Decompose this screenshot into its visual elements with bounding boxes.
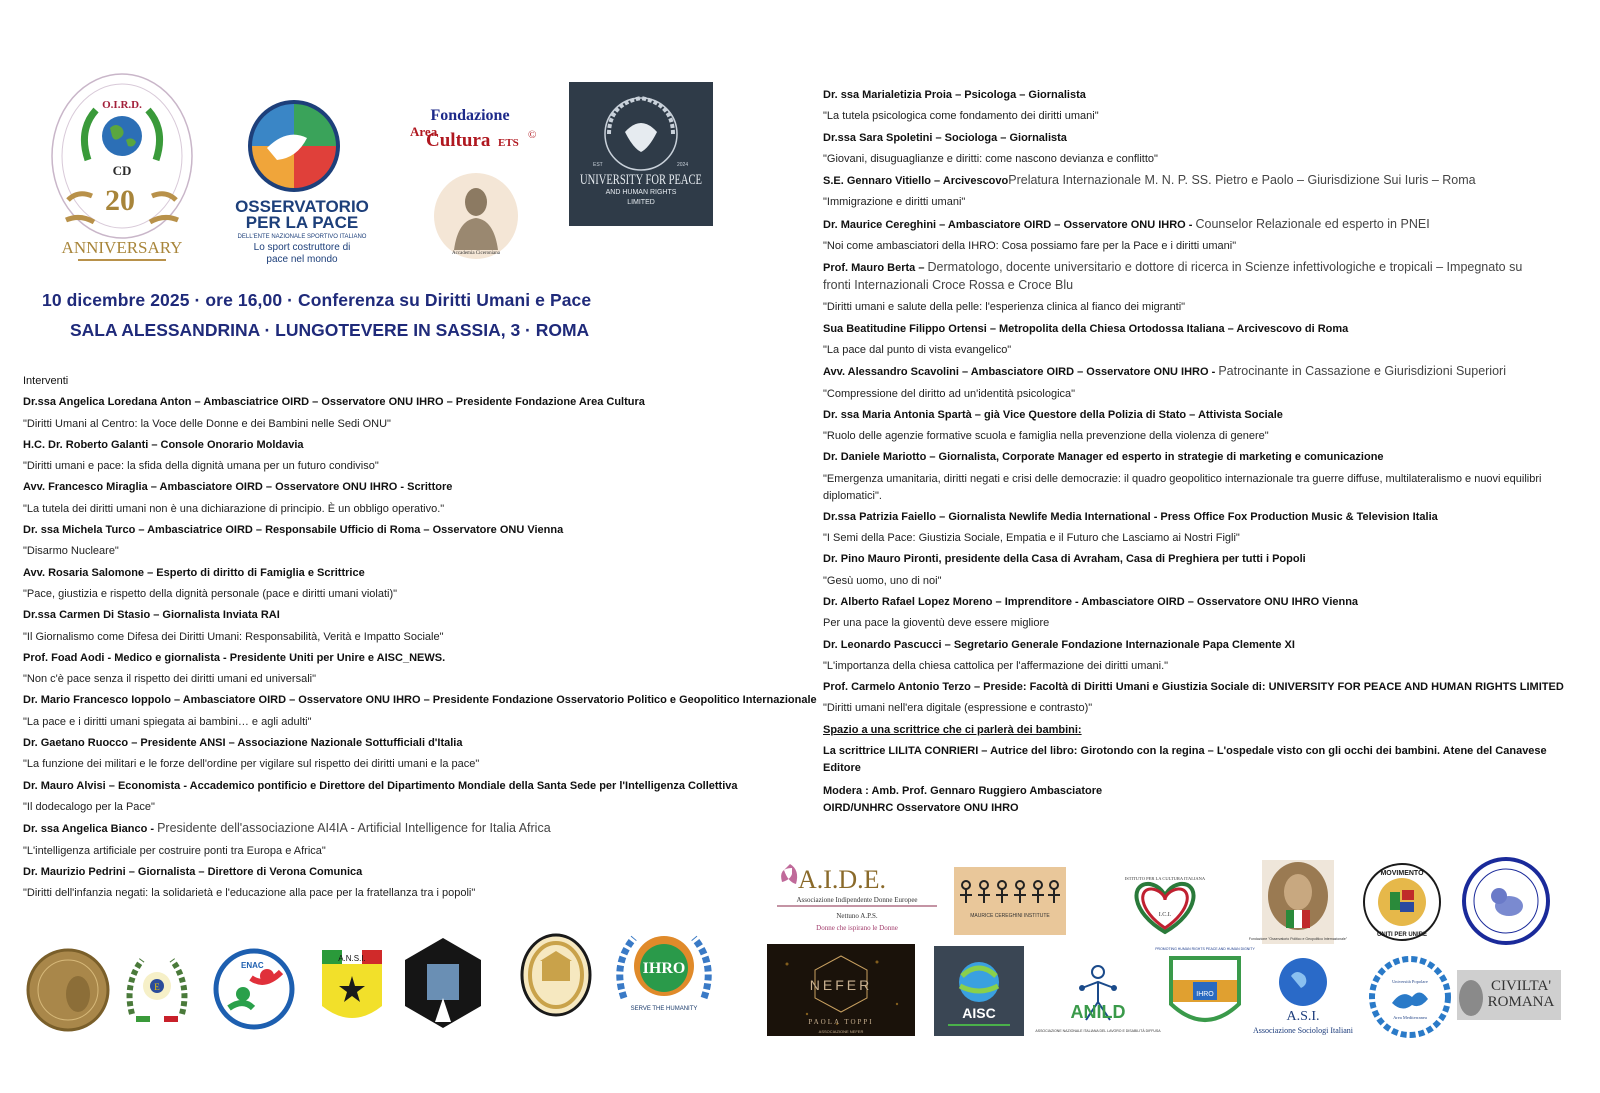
centro-studi-parlamentari-logo — [405, 938, 481, 1028]
speaker-entry — [23, 818, 803, 862]
oird-center-text: CD — [112, 163, 132, 178]
obs-line3: DELL'ENTE NAZIONALE SPORTIVO ITALIANO — [237, 234, 367, 240]
speaker-name — [23, 477, 803, 498]
speaker-entry — [823, 257, 1583, 318]
speaker-entry — [823, 677, 1583, 720]
speaker-entry — [23, 520, 803, 563]
speaker-entry — [823, 549, 1583, 592]
nefer-sub: ASSOCIAZIONE NEFER — [818, 1029, 864, 1034]
speaker-talk-title: "La pace dal punto di vista evangelico" — [823, 343, 1012, 356]
speaker-name — [823, 549, 1583, 570]
speaker-title: Dr. ssa Marialetizia Proia – Psicologa – Giornalista — [823, 89, 1086, 101]
univ-line2: AND HUMAN RIGHTS — [605, 189, 677, 196]
speaker-title: Dr. Leonardo Pascucci – Segretario Generale Fondazione Internazionale Papa Clemente XI — [823, 638, 1295, 651]
enac-logo — [213, 948, 295, 1030]
ihro-text: IHRO — [642, 960, 686, 977]
asi-title: A.S.I. — [1286, 1009, 1320, 1024]
speaker-name — [23, 862, 803, 883]
speaker-name — [823, 214, 1583, 236]
univ-line1: UNIVERSITY FOR PEACE — [580, 172, 702, 188]
university-peace-logo — [569, 82, 713, 226]
speaker-talk-title: "Diritti Umani al Centro: la Voce delle Donne e dei Bambini nelle Sedi ONU" — [23, 417, 391, 430]
speaker-talk-title: "Il dodecalogo per la Pace" — [23, 800, 155, 813]
special-heading: Spazio a una scrittrice che ci parlerà dei bambini: — [823, 723, 1082, 736]
speaker-name — [23, 690, 817, 711]
speaker-talk-title: "Gesù uomo, uno di noi" — [823, 574, 942, 587]
speaker-title: Dr.ssa Patrizia Faiello – Giornalista Newlife Media International - Press Office Fox Production Music & Television Italia — [823, 510, 1438, 523]
univ-est: EST — [593, 162, 603, 168]
speaker-title: Dr.ssa Carmen Di Stasio – Giornalista Inviata RAI — [23, 609, 280, 622]
obs-line4: Lo sport costruttore di — [253, 242, 351, 253]
obs-line1: OSSERVATORIO — [235, 197, 369, 216]
cicero-caption: Accademia Ciceroniana — [452, 251, 500, 256]
speaker-role-detail: Dermatologo, docente universitario e dottore di ricerca in Scienze infettivologiche e tropicali – Impegnato su fronti Internazionali Croce Rossa e Croce Blu — [823, 260, 1523, 293]
speaker-entry — [23, 605, 803, 648]
speaker-talk-title: "Diritti umani e salute della pelle: l'esperienza clinica al fianco dei migranti" — [823, 301, 1186, 314]
univ-year: 2024 — [677, 162, 689, 168]
univ-line3: LIMITED — [627, 199, 655, 206]
aide-logo — [772, 860, 942, 940]
speaker-entry — [23, 776, 803, 819]
speaker-name — [823, 128, 1583, 149]
speaker-entry — [23, 862, 803, 905]
cereghini-institute-logo — [954, 867, 1066, 935]
speakers-left-column — [23, 371, 817, 904]
euro-wreath-logo — [122, 954, 192, 1026]
osservatorio-pace-logo — [222, 98, 382, 266]
speaker-role-detail: Counselor Relazionale ed esperto in PNEI — [1195, 216, 1430, 231]
speaker-name — [823, 635, 1583, 656]
unimed-bottom: Area Mediterranea — [1393, 1015, 1427, 1020]
speaker-talk-title: "Compressione del diritto ad un'identità psicologica" — [823, 387, 1076, 400]
area-line1: Fondazione — [430, 107, 510, 124]
icit-center: I.C.I. — [1158, 912, 1172, 918]
speaker-talk-title: "Emergenza umanitaria, diritti negati e crisi delle democrazie: il quadro geopolitico internazionale tra guerre diffuse, multilateralismo e nuovi equilibri diplomatici". — [823, 472, 1542, 502]
speaker-entry — [823, 85, 1583, 128]
speaker-entry — [823, 214, 1583, 258]
speaker-talk-title: Per una pace la gioventù deve essere migliore — [823, 617, 1050, 630]
speaker-title: Dr.ssa Angelica Loredana Anton – Ambasciatrice OIRD – Osservatore ONU IHRO – Presidente Fondazione Area Cultura — [23, 396, 645, 409]
cereghini-text: MAURICE CEREGHINI INSTITUTE — [970, 913, 1050, 919]
speaker-talk-title: "I Semi della Pace: Giustizia Sociale, Empatia e il Futuro che Lasciamo ai Nostri Figli" — [823, 532, 1240, 545]
speaker-talk-title: "Il Giornalismo come Difesa dei Diritti Umani: Responsabilità, Verità e Impatto Sociale" — [23, 630, 444, 643]
fondazione-area-cultura-logo — [398, 104, 546, 154]
speaker-title: Avv. Rosaria Salomone – Esperto di diritto di Famiglia e Scrittrice — [23, 566, 365, 579]
speaker-title: Prof. Foad Aodi - Medico e giornalista - Presidente Uniti per Unire e AISC_NEWS. — [23, 651, 446, 664]
ansi-logo — [322, 950, 382, 1030]
ihro-shield-logo — [1155, 944, 1255, 1036]
speaker-role-detail: Patrocinante in Cassazione e Giurisdizioni Superiori — [1218, 364, 1506, 379]
speaker-title: Dr. Gaetano Ruocco – Presidente ANSI – Associazione Nazionale Sottufficiali d'Italia — [23, 737, 463, 750]
movimento-uniti-logo — [1362, 862, 1442, 942]
asi-sub: Associazione Sociologi Italiani — [1253, 1026, 1353, 1035]
speaker-name — [823, 405, 1583, 426]
area-mark: © — [528, 129, 537, 141]
enac-text: ENAC — [241, 961, 264, 970]
civilta-romana-logo — [1457, 970, 1561, 1020]
special-text: La scrittrice LILITA CONRIERI – Autrice del libro: Girotondo con la regina – L'ospedale visto con gli occhi dei bambini. Atene del Canavese Editore — [823, 745, 1547, 775]
speaker-title: S.E. Gennaro Vitiello – Arcivescovo — [823, 175, 1009, 188]
speaker-role-detail: Prelatura Internazionale M. N. P. SS. Pietro e Paolo – Giurisdizione Sui Iuris – Roma — [1008, 173, 1476, 188]
ihro-shield-letters: IHRO — [1196, 991, 1214, 998]
speaker-talk-title: "Diritti dell'infanzia negati: la solidarietà e l'educazione alla pace per la fratellanza tra i popoli" — [23, 887, 476, 900]
speaker-name — [823, 85, 1583, 106]
nefer-logo — [767, 944, 915, 1036]
speaker-name — [823, 361, 1583, 383]
speaker-entry — [23, 392, 803, 435]
speaker-title: Dr. Maurice Cereghini – Ambasciatore OIRD – Osservatore ONU IHRO - — [823, 218, 1196, 231]
area-line2a: Area — [410, 124, 438, 139]
unimed-top: Università Popolare — [1392, 979, 1428, 984]
speaker-title: Prof. Mauro Berta – — [823, 262, 928, 275]
speaker-name — [23, 733, 803, 754]
oird-top-text: O.I.R.D. — [102, 99, 142, 111]
obs-line2: PER LA PACE — [245, 213, 359, 232]
speaker-talk-title: "Disarmo Nucleare" — [23, 545, 119, 558]
speaker-talk-title: "Diritti umani nell'era digitale (espressione e contrasto)" — [823, 702, 1093, 715]
lion-community-logo — [1461, 856, 1551, 946]
speaker-talk-title: "Noi come ambasciatori della IHRO: Cosa possiamo fare per la Pace e i diritti umani" — [823, 240, 1237, 253]
speaker-talk-title: "L'intelligenza artificiale per costruire ponti tra Europa e Africa" — [23, 844, 326, 857]
speaker-talk-title: "Diritti umani e pace: la sfida della dignità umana per un futuro condiviso" — [23, 460, 379, 473]
speaker-entry — [823, 447, 1583, 506]
speaker-entry — [23, 435, 803, 478]
icit-heart-logo — [1110, 872, 1220, 938]
nefer-title: NEFER — [809, 977, 873, 993]
speaker-title: Avv. Francesco Miraglia – Ambasciatore OIRD – Osservatore ONU IHRO - Scrittore — [23, 481, 453, 494]
aisc-logo — [934, 946, 1024, 1036]
speaker-title: Dr.ssa Sara Spoletini – Sociologa – Giornalista — [823, 131, 1067, 144]
speaker-entry — [823, 507, 1583, 550]
unhr-council-logo — [518, 935, 594, 1019]
speaker-talk-title: "La funzione dei militari e le forze dell'ordine per vigilare sul rispetto dei diritti umani e la pace" — [23, 758, 480, 771]
speaker-role-detail: Presidente dell'associazione AI4IA - Artificial Intelligence for Italia Africa — [157, 821, 551, 836]
speaker-talk-title: "Giovani, disuguaglianze e diritti: come nascono devianza e conflitto" — [823, 152, 1158, 165]
ihro-caption: SERVE THE HUMANITY — [630, 1006, 698, 1012]
ihro-logo — [614, 928, 714, 1012]
speaker-name — [23, 818, 803, 840]
speaker-title: Dr. ssa Angelica Bianco - — [23, 823, 158, 836]
area-line2c: ETS — [498, 137, 519, 149]
speaker-name — [823, 170, 1583, 192]
icit-top: ISTITUTO PER LA CULTURA ITALIANA — [1124, 876, 1206, 881]
speaker-entry — [823, 592, 1583, 635]
anild-logo — [1035, 960, 1161, 1036]
speaker-name — [23, 605, 803, 626]
nefer-name: PAOLA TOPPI — [808, 1018, 874, 1026]
speaker-title: Prof. Carmelo Antonio Terzo – Preside: Facoltà di Diritti Umani e Giustizia Sociale di: UNIVERSITY FOR PEACE AND HUMAN RIGHTS LIMITED — [823, 681, 1564, 694]
speaker-talk-title: "La pace e i diritti umani spiegata ai bambini… e agli adulti" — [23, 715, 312, 728]
asi-logo — [1243, 958, 1363, 1038]
cicero-bust-logo — [432, 172, 520, 260]
aide-place: Nettuno A.P.S. — [836, 912, 878, 920]
speaker-talk-title: "Immigrazione e diritti umani" — [823, 196, 966, 209]
speaker-title: Dr. Maurizio Pedrini – Giornalista – Direttore di Verona Comunica — [23, 865, 363, 878]
speaker-entry — [823, 635, 1583, 678]
oird-anniversary-logo — [48, 70, 196, 266]
speaker-title: Sua Beatitudine Filippo Ortensi – Metropolita della Chiesa Ortodossa Italiana – Arcivescovo di Roma — [823, 322, 1349, 335]
speaker-name — [823, 592, 1583, 613]
speaker-entry — [823, 405, 1583, 448]
speaker-entry — [23, 648, 803, 691]
speaker-talk-title: "Pace, giustizia e rispetto della dignità personale (pace e diritti umani violati)" — [23, 587, 398, 600]
medal-logo — [26, 948, 110, 1032]
area-line2b: Cultura — [426, 130, 491, 151]
speaker-talk-title: "La tutela dei diritti umani non è una dichiarazione di principio. È un obbligo operativo." — [23, 502, 445, 515]
movimento-top: MOVIMENTO — [1380, 870, 1424, 877]
oird-anniversary-text: ANNIVERSARY — [61, 238, 183, 257]
ihro-shield-top: PROMOTING HUMAN RIGHTS PEACE AND HUMAN DIGNITY — [1155, 947, 1255, 951]
speaker-talk-title: "L'importanza della chiesa cattolica per l'affermazione dei diritti umani." — [823, 659, 1169, 672]
speaker-name — [823, 319, 1583, 340]
speaker-talk-title: "La tutela psicologica come fondamento dei diritti umani" — [823, 110, 1099, 123]
anild-text: ANILD — [1070, 1002, 1126, 1022]
speaker-talk-title: "Non c'è pace senza il rispetto dei diritti umani ed universali" — [23, 673, 316, 686]
speaker-name — [23, 776, 803, 797]
aide-title: A.I.D.E. — [797, 865, 887, 894]
moderator-line1: Modera : Amb. Prof. Gennaro Ruggiero Ambasciatore — [823, 785, 1103, 798]
moderator-line2: OIRD/UNHRC Osservatore ONU IHRO — [823, 802, 1019, 815]
speakers-right-column — [823, 85, 1583, 817]
speaker-name — [23, 392, 803, 413]
speaker-entry — [823, 128, 1583, 171]
interventi-heading: Interventi — [23, 375, 69, 387]
speaker-title: Dr. Pino Mauro Pironti, presidente della Casa di Avraham, Casa di Preghiera per tutti i Popoli — [823, 553, 1306, 566]
speaker-entry — [23, 690, 817, 733]
speaker-entry — [823, 170, 1583, 214]
speaker-title: Dr. Daniele Mariotto – Giornalista, Corporate Manager ed esperto in strategie di marketing e comunicazione — [823, 451, 1384, 464]
fondazione-caption: Fondazione "Osservatorio Politico e Geopolitico Internazionale" — [1248, 937, 1348, 941]
speaker-name — [23, 435, 803, 456]
civilta-line2: ROMANA — [1487, 994, 1555, 1010]
anild-caption: ASSOCIAZIONE NAZIONALE ITALIANA DEL LAVORO E DISABILITÀ DIFFUSA — [1035, 1029, 1161, 1033]
oird-number: 20 — [105, 184, 135, 217]
speaker-name — [823, 257, 1553, 297]
speaker-name — [23, 648, 803, 669]
fondazione-osservatorio-logo — [1248, 860, 1348, 944]
aide-motto: Donne che ispirano le Donne — [816, 924, 898, 932]
civilta-line1: CIVILTA' — [1490, 978, 1552, 994]
speaker-title: Dr. Mario Francesco Ioppolo – Ambasciatore OIRD – Osservatore ONU IHRO – Presidente Fondazione Osservatorio Politico e Geopolitico Internazionale — [23, 694, 817, 707]
aide-sub: Associazione Indipendente Donne Europee — [796, 896, 918, 904]
speaker-entry — [23, 563, 803, 606]
universita-popolare-logo — [1368, 955, 1452, 1039]
speaker-name — [823, 447, 1583, 468]
speaker-title: Dr. Mauro Alvisi – Economista - Accademico pontificio e Direttore del Dipartimento Mondiale della Santa Sede per l'Intelligenza Collettiva — [23, 779, 738, 792]
movimento-bottom: UNITI PER UNIRE — [1376, 932, 1428, 938]
speaker-name — [823, 677, 1583, 698]
ansi-top-text: A.N.S.I. — [338, 954, 366, 963]
speaker-title: Avv. Alessandro Scavolini – Ambasciatore OIRD – Osservatore ONU IHRO - — [823, 366, 1219, 379]
speaker-name — [23, 563, 803, 584]
speaker-title: H.C. Dr. Roberto Galanti – Console Onorario Moldavia — [23, 438, 304, 451]
event-venue: SALA ALESSANDRINA · LUNGOTEVERE IN SASSIA, 3 · ROMA — [70, 320, 590, 340]
euro-letter: E — [154, 982, 160, 992]
speaker-entry — [23, 733, 803, 776]
speaker-name — [823, 507, 1583, 528]
aisc-title: AISC — [962, 1005, 996, 1021]
speaker-title: Dr. ssa Maria Antonia Spartà – già Vice Questore della Polizia di Stato – Attivista Sociale — [823, 408, 1283, 421]
speaker-title: Dr. Alberto Rafael Lopez Moreno – Imprenditore - Ambasciatore OIRD – Osservatore ONU IHRO Vienna — [823, 595, 1359, 608]
event-title: 10 dicembre 2025 · ore 16,00 · Conferenza su Diritti Umani e Pace — [42, 290, 592, 310]
speaker-name — [23, 520, 803, 541]
speaker-title: Dr. ssa Michela Turco – Ambasciatrice OIRD – Responsabile Ufficio di Roma – Osservatore ONU Vienna — [23, 524, 564, 537]
obs-line5: pace nel mondo — [266, 254, 338, 265]
speaker-entry — [823, 319, 1583, 362]
speaker-entry — [823, 361, 1583, 405]
speaker-talk-title: "Ruolo delle agenzie formative scuola e famiglia nella prevenzione della violenza di genere" — [823, 430, 1269, 443]
speaker-entry — [23, 477, 803, 520]
